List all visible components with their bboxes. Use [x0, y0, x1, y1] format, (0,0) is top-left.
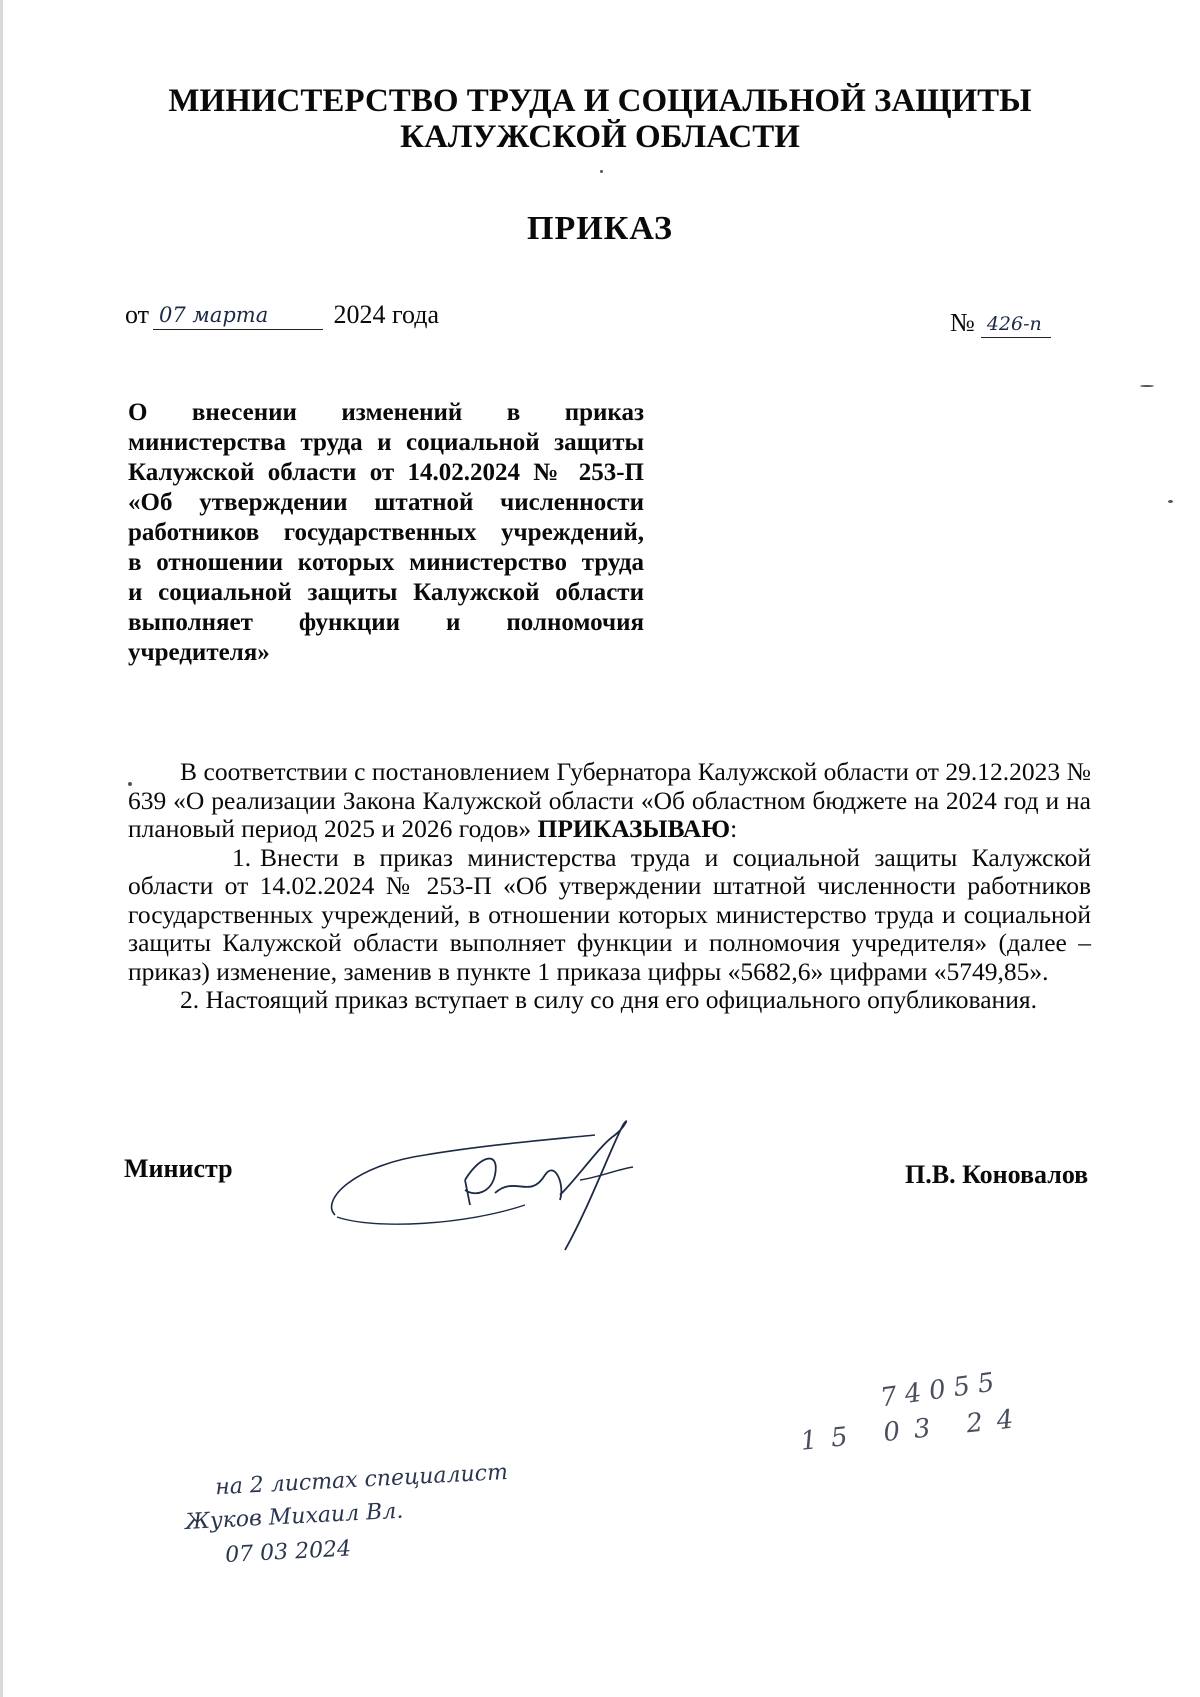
- document-type-title: ПРИКАЗ: [527, 210, 673, 247]
- registration-number: 74055: [878, 1366, 1005, 1414]
- ministry-name-line2: КАЛУЖСКОЙ ОБЛАСТИ: [400, 119, 800, 155]
- signatory-title: Министр: [124, 1154, 233, 1183]
- registration-date: 15 03 24: [799, 1403, 1029, 1457]
- subject-line: «Об утверждении штатной численности: [128, 489, 644, 516]
- registration-stamp-note: [799, 1366, 1060, 1485]
- subject-line: министерства труда и социальной защиты: [128, 429, 644, 456]
- date-blank: [153, 303, 323, 330]
- clause-1-number: 1.: [232, 842, 252, 872]
- annotation-line: 07 03 2024: [224, 1536, 352, 1568]
- clause-1-paragraph: [128, 844, 1091, 987]
- order-date: [125, 300, 439, 330]
- scan-artifact: [1140, 385, 1154, 387]
- number-handwritten: 426-п: [986, 313, 1042, 335]
- subject-line: учредителя»: [128, 639, 270, 666]
- handwritten-signature: [315, 1105, 705, 1255]
- subject-line: Калужской области от 14.02.2024 № 253-П: [128, 459, 644, 486]
- preamble-text: В соответствии с постановлением Губернатора Калужской области от 29.12.2023 № 639 «О реализации Закона Калужской области «Об областном бюджете на 2024 год и на плановый период 2025 и 2026 годов»: [128, 757, 1091, 843]
- order-body: [128, 758, 1091, 1015]
- date-year: 2024 года: [333, 300, 440, 329]
- signatory-name: П.В. Коновалов: [905, 1160, 1089, 1189]
- order-colon: :: [730, 814, 738, 843]
- order-number: [950, 308, 1051, 338]
- number-prefix: №: [950, 308, 975, 337]
- order-subject: [128, 398, 644, 668]
- subject-line: в отношении которых министерство труда: [128, 549, 644, 576]
- clause-2-paragraph: 2. Настоящий приказ вступает в силу со дня его официального опубликования.: [180, 985, 1037, 1014]
- order-keyword: ПРИКАЗЫВАЮ: [537, 814, 731, 843]
- annotation-line: на 2 листах специалист: [214, 1459, 509, 1501]
- scan-edge: [0, 0, 3, 1697]
- subject-line: О внесении изменений в приказ: [128, 399, 644, 426]
- date-handwritten: 07 марта: [159, 303, 269, 327]
- ministry-name-line1: МИНИСТЕРСТВО ТРУДА И СОЦИАЛЬНОЙ ЗАЩИТЫ: [168, 83, 1032, 119]
- scan-artifact: [1168, 500, 1173, 503]
- annotation-line: Жуков Михаил Вл.: [184, 1498, 404, 1536]
- clause-1-text: Внести в приказ министерства труда и социальной защиты Калужской области от 14.02.2024 № 253-П «Об утверждении штатной численности работников государственных учреждений, в отношении которых министерство труда и социальной защиты Калужской области выполняет функции и полномочия учредителя» (далее – приказ) изменение, заменив в пункте 1 приказа цифры «5682,6» цифрами «5749,85».: [128, 842, 1091, 986]
- scan-artifact: [600, 170, 603, 173]
- subject-line: выполняет функции и полномочия: [128, 609, 644, 636]
- scan-artifact: [128, 782, 132, 786]
- subject-line: и социальной защиты Калужской области: [128, 579, 644, 606]
- handwritten-annotation: [184, 1459, 645, 1568]
- date-prefix: от: [125, 300, 150, 329]
- number-blank: [981, 313, 1051, 338]
- preamble-paragraph: [128, 758, 1091, 844]
- subject-line: работников государственных учреждений,: [128, 519, 644, 546]
